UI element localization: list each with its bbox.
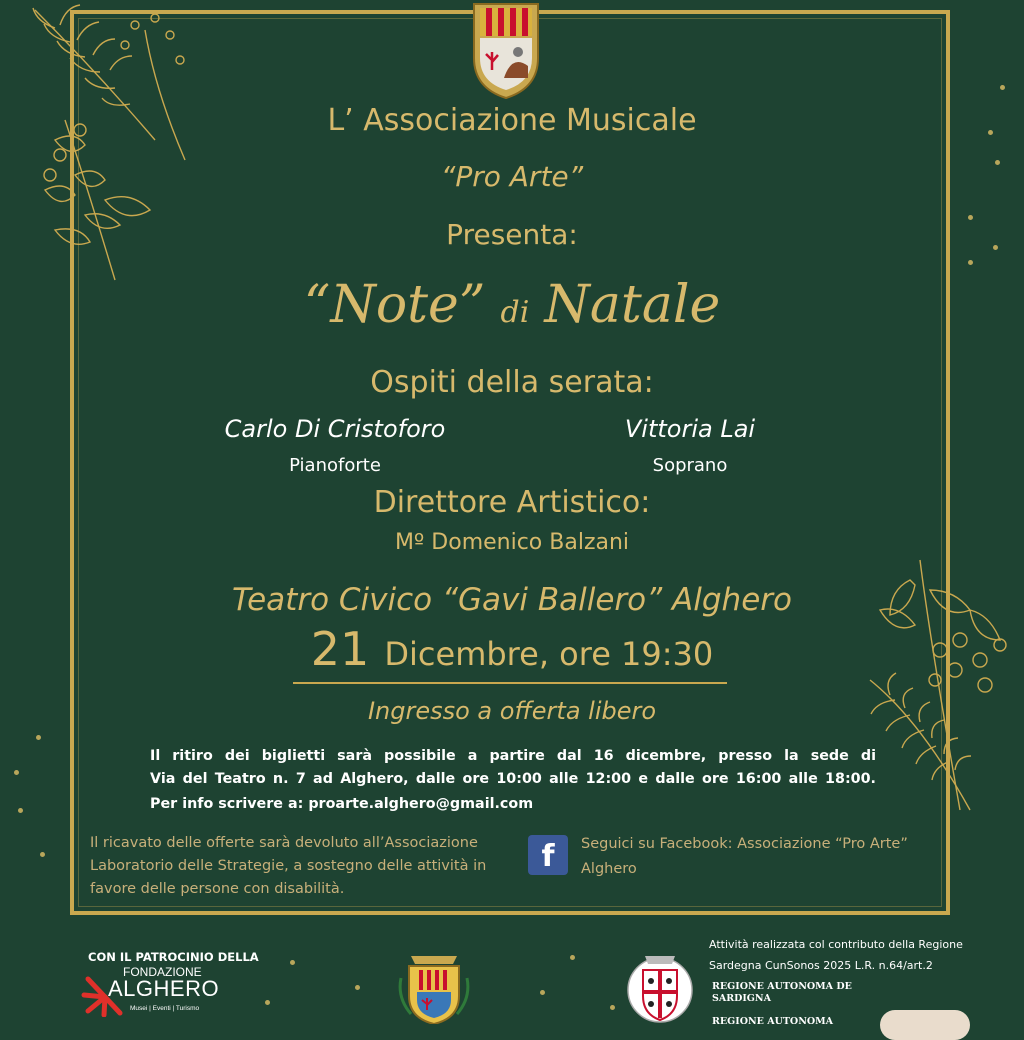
facebook-icon: f [528,835,568,875]
entry-note: Ingresso a offerta libero [367,697,657,725]
facebook-line-1: Seguici su Facebook: Associazione “Pro Arte” [581,836,908,852]
ticket-info-line-1: Il ritiro dei biglietti sarà possibile a partire dal 16 dicembre, presso la sede di [150,748,876,764]
fondazione-sub: Musei | Eventi | Turismo [130,1005,200,1012]
alghero-crest-icon [397,948,471,1024]
region-note-line-2: Sardegna CunSonos 2025 L.R. n.64/art.2 [709,959,933,972]
facebook-line-2: Alghero [581,861,637,877]
partner-logo-partial [880,1010,970,1040]
director-heading: Direttore Artistico: [373,485,651,520]
guest-name-2: Vittoria Lai [624,415,756,443]
charity-line-3: favore delle persone con disabilità. [90,881,345,897]
event-day: 21 [310,622,370,676]
facebook-follow [581,832,908,882]
guests-heading: Ospiti della serata: [370,365,654,400]
guest-name-1: Carlo Di Cristoforo [224,415,446,443]
fondazione-top: FONDAZIONE [123,965,202,979]
charity-line-1: Il ricavato delle offerte sarà devoluto all’Associazione [90,835,478,851]
regione-sardegna-crest-icon [625,950,695,1024]
contact-info: Per info scrivere a: proarte.alghero@gmail.com [150,796,534,812]
venue-name: Teatro Civico “Gavi Ballero” Alghero [232,582,792,618]
event-title-note: “Note” [303,275,486,335]
ticket-info-line-2: Via del Teatro n. 7 ad Alghero, dalle ore 10:00 alle 12:00 e dalle ore 16:00 alle 18:00. [150,771,876,787]
region-name-line-3: REGIONE AUTONOMA [712,1016,834,1027]
fondazione-name: ALGHERO [108,976,220,1001]
region-name-line-2: SARDIGNA [712,993,771,1004]
event-title-di: di [500,295,530,330]
guest-role-1: Pianoforte [289,455,381,476]
event-date [0,622,1024,676]
presents-label: Presenta: [446,218,578,251]
patronage-label: CON IL PATROCINIO DELLA [88,950,259,964]
event-title-natale: Natale [544,275,721,335]
event-date-rest: Dicembre, ore 19:30 [384,635,714,673]
coat-of-arms-icon [466,0,546,100]
divider [293,682,727,684]
organizer-name: “Pro Arte” [440,160,584,193]
charity-note [90,832,486,901]
director-name: Mº Domenico Balzani [394,530,630,555]
guest-role-2: Soprano [652,455,728,476]
region-note-line-1: Attività realizzata col contributo della Regione [709,938,963,951]
event-title [0,275,1024,335]
charity-line-2: Laboratorio delle Strategie, a sostegno delle attività in [90,858,487,874]
region-contribution-note [709,934,963,976]
organizer-line: L’ Associazione Musicale [327,103,697,138]
region-name-line-1: REGIONE AUTONOMA DE [712,981,852,992]
region-name [712,981,852,1005]
